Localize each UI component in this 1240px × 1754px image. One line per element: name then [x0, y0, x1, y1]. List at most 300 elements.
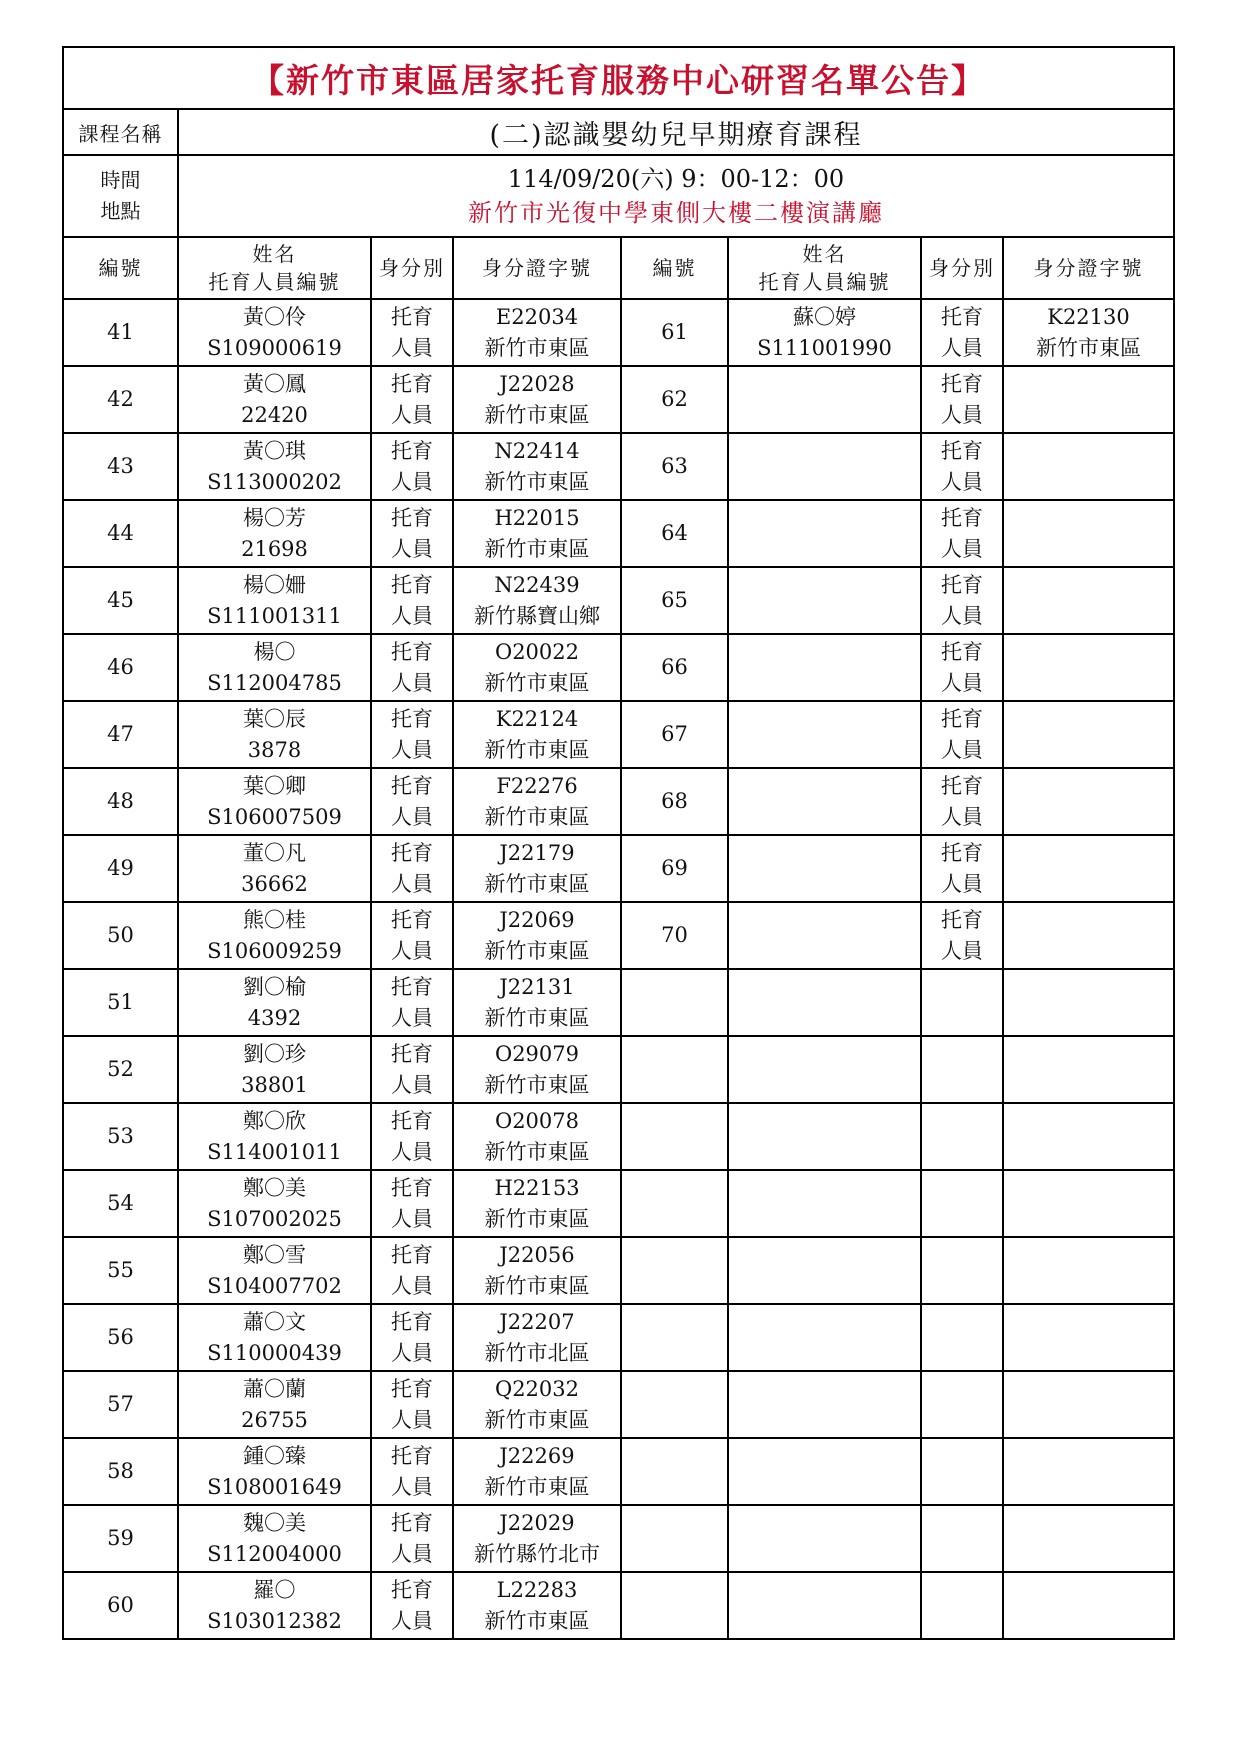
left-num	[63, 768, 178, 835]
left-name-line1: 蕭〇蘭	[243, 1376, 306, 1401]
left-role	[371, 1036, 453, 1103]
left-role	[371, 701, 453, 768]
header-id-right: 身分證字號	[1003, 237, 1174, 299]
right-empty	[921, 1438, 1003, 1505]
left-num-line1: 48	[107, 789, 134, 813]
left-name	[178, 299, 371, 366]
time-place-value	[178, 155, 1174, 237]
left-name-line2: S109000619	[207, 335, 342, 360]
table-row	[63, 634, 1174, 701]
right-empty	[921, 1304, 1003, 1371]
table-row	[63, 1036, 1174, 1103]
right-name	[728, 835, 921, 902]
left-num-line1: 52	[107, 1057, 134, 1081]
left-role-line1: 托育	[391, 639, 433, 664]
left-name	[178, 433, 371, 500]
left-role	[371, 433, 453, 500]
left-role	[371, 1438, 453, 1505]
right-role-line2: 人員	[941, 402, 983, 427]
right-num-line1: 66	[661, 655, 688, 679]
left-role-line2: 人員	[391, 670, 433, 695]
left-num	[63, 1371, 178, 1438]
left-id	[453, 969, 621, 1036]
left-name-line1: 熊〇桂	[243, 907, 306, 932]
right-empty	[621, 1572, 728, 1639]
right-empty	[728, 1304, 921, 1371]
left-name-line1: 鍾〇臻	[243, 1443, 306, 1468]
left-role-line1: 托育	[391, 840, 433, 865]
left-name	[178, 567, 371, 634]
left-role-line2: 人員	[391, 938, 433, 963]
left-name-line1: 楊〇	[253, 639, 296, 664]
left-id-line2: 新竹市東區	[484, 938, 590, 963]
right-role-line1: 托育	[941, 773, 983, 798]
left-name-line2: S113000202	[207, 469, 342, 494]
right-empty	[921, 1505, 1003, 1572]
right-empty	[728, 1237, 921, 1304]
left-role-line2: 人員	[391, 1407, 433, 1432]
right-empty	[621, 1505, 728, 1572]
right-num-line1: 62	[661, 387, 688, 411]
table-row	[63, 1103, 1174, 1170]
right-role-line2: 人員	[941, 871, 983, 896]
right-id	[1003, 768, 1174, 835]
left-name-line2: S104007702	[207, 1273, 342, 1298]
left-role-line2: 人員	[391, 402, 433, 427]
left-num	[63, 902, 178, 969]
left-role-line2: 人員	[391, 871, 433, 896]
left-num-line1: 41	[107, 320, 134, 344]
header-name	[178, 237, 371, 299]
left-name	[178, 969, 371, 1036]
left-id	[453, 902, 621, 969]
right-id-line2: 新竹市東區	[1036, 335, 1141, 360]
left-id-line2: 新竹市東區	[484, 804, 590, 829]
left-role-line1: 托育	[391, 706, 433, 731]
left-num	[63, 835, 178, 902]
left-role-line1: 托育	[391, 1376, 433, 1401]
left-id	[453, 1170, 621, 1237]
left-id-line2: 新竹市北區	[484, 1340, 590, 1365]
right-id	[1003, 835, 1174, 902]
table-row	[63, 299, 1174, 366]
right-empty	[921, 1103, 1003, 1170]
left-id	[453, 1237, 621, 1304]
right-id	[1003, 902, 1174, 969]
left-role	[371, 567, 453, 634]
right-empty	[1003, 1237, 1174, 1304]
left-num-line1: 59	[107, 1526, 134, 1550]
header-role-right: 身分別	[921, 237, 1003, 299]
left-role-line2: 人員	[391, 1005, 433, 1030]
left-name-line2: 26755	[241, 1407, 308, 1432]
time-label: 時間	[100, 168, 141, 192]
left-num-line1: 60	[107, 1593, 134, 1617]
left-role	[371, 1103, 453, 1170]
left-role-line2: 人員	[391, 1206, 433, 1231]
right-role	[921, 902, 1003, 969]
course-name-label: 課程名稱	[63, 109, 178, 155]
table-row	[63, 701, 1174, 768]
left-name-line2: S112004785	[207, 670, 342, 695]
left-name	[178, 701, 371, 768]
left-role-line1: 托育	[391, 1443, 433, 1468]
right-empty	[728, 1170, 921, 1237]
left-role-line2: 人員	[391, 804, 433, 829]
left-num-line1: 53	[107, 1124, 134, 1148]
left-id-line1: E22034	[495, 304, 579, 329]
right-num-line1: 64	[661, 521, 688, 545]
right-name	[728, 634, 921, 701]
left-id-line2: 新竹縣竹北市	[474, 1541, 600, 1566]
left-name-line2: S106009259	[207, 938, 342, 963]
right-empty	[621, 1103, 728, 1170]
right-role	[921, 567, 1003, 634]
left-num	[63, 299, 178, 366]
left-num	[63, 500, 178, 567]
left-role-line1: 托育	[391, 1577, 433, 1602]
left-num-line1: 47	[107, 722, 134, 746]
right-name	[728, 433, 921, 500]
left-id	[453, 1103, 621, 1170]
right-num-line1: 67	[661, 722, 688, 746]
right-role-line1: 托育	[941, 639, 983, 664]
left-role-line1: 托育	[391, 438, 433, 463]
left-name-line2: S114001011	[207, 1139, 342, 1164]
right-num	[621, 902, 728, 969]
right-num	[621, 500, 728, 567]
left-role-line1: 托育	[391, 1309, 433, 1334]
left-role-line2: 人員	[391, 335, 433, 360]
left-num-line1: 58	[107, 1459, 134, 1483]
left-num-line1: 44	[107, 521, 134, 545]
left-role-line1: 托育	[391, 371, 433, 396]
left-role-line1: 托育	[391, 907, 433, 932]
left-role-line1: 托育	[391, 1108, 433, 1133]
left-id	[453, 768, 621, 835]
left-role	[371, 299, 453, 366]
left-name-line2: 21698	[241, 536, 308, 561]
left-id	[453, 1505, 621, 1572]
right-role-line1: 托育	[941, 706, 983, 731]
left-id-line2: 新竹市東區	[484, 1474, 590, 1499]
right-role-line1: 托育	[941, 840, 983, 865]
left-num	[63, 366, 178, 433]
left-name	[178, 1438, 371, 1505]
left-id	[453, 835, 621, 902]
right-empty	[1003, 1170, 1174, 1237]
right-empty	[921, 1237, 1003, 1304]
left-role-line2: 人員	[391, 469, 433, 494]
left-name	[178, 634, 371, 701]
left-id-line1: J22029	[499, 1510, 575, 1535]
right-role	[921, 366, 1003, 433]
left-role-line2: 人員	[391, 1541, 433, 1566]
right-empty	[1003, 1572, 1174, 1639]
left-name-line1: 羅〇	[253, 1577, 296, 1602]
left-id-line2: 新竹市東區	[484, 1407, 590, 1432]
left-id-line1: O20078	[494, 1108, 580, 1133]
left-id-line2: 新竹市東區	[484, 1206, 590, 1231]
left-role	[371, 902, 453, 969]
right-role-line2: 人員	[941, 670, 983, 695]
right-empty	[728, 969, 921, 1036]
left-num	[63, 969, 178, 1036]
left-name	[178, 1237, 371, 1304]
left-id	[453, 1438, 621, 1505]
left-role-line1: 托育	[391, 1510, 433, 1535]
right-role-line1: 托育	[941, 304, 983, 329]
right-empty	[1003, 1505, 1174, 1572]
left-num-line1: 46	[107, 655, 134, 679]
left-num	[63, 1438, 178, 1505]
right-num	[621, 634, 728, 701]
left-id	[453, 567, 621, 634]
left-id	[453, 366, 621, 433]
left-role-line2: 人員	[391, 737, 433, 762]
right-empty	[921, 1170, 1003, 1237]
right-role	[921, 500, 1003, 567]
left-role-line2: 人員	[391, 1608, 433, 1633]
right-empty	[1003, 969, 1174, 1036]
left-num	[63, 1170, 178, 1237]
left-name-line1: 葉〇卿	[243, 773, 306, 798]
right-name	[728, 768, 921, 835]
left-id-line1: J22131	[499, 974, 575, 999]
right-empty	[921, 969, 1003, 1036]
left-id-line2: 新竹市東區	[484, 1608, 590, 1633]
left-name-line2: S110000439	[207, 1340, 342, 1365]
left-name-line1: 鄭〇欣	[243, 1108, 306, 1133]
left-id-line1: J22056	[499, 1242, 575, 1267]
right-empty	[728, 1572, 921, 1639]
header-name-line2: 托育人員編號	[758, 270, 891, 294]
right-role-line2: 人員	[941, 335, 983, 360]
left-name	[178, 1170, 371, 1237]
left-num	[63, 567, 178, 634]
right-empty	[728, 1438, 921, 1505]
left-num	[63, 1572, 178, 1639]
left-role-line1: 托育	[391, 1242, 433, 1267]
right-empty	[621, 1036, 728, 1103]
right-num	[621, 567, 728, 634]
left-id-line2: 新竹市東區	[484, 335, 590, 360]
right-empty	[621, 1371, 728, 1438]
left-num-line1: 57	[107, 1392, 134, 1416]
table-row	[63, 1371, 1174, 1438]
right-empty	[1003, 1438, 1174, 1505]
left-num-line1: 43	[107, 454, 134, 478]
column-header-row	[63, 237, 1174, 299]
left-name-line1: 黃〇鳳	[243, 371, 306, 396]
left-id-line1: J22179	[499, 840, 575, 865]
left-role	[371, 1572, 453, 1639]
left-num	[63, 1237, 178, 1304]
left-name	[178, 1572, 371, 1639]
left-name-line2: S103012382	[207, 1608, 342, 1633]
left-id-line1: H22153	[494, 1175, 580, 1200]
left-id-line1: H22015	[494, 505, 580, 530]
left-name	[178, 500, 371, 567]
right-name	[728, 366, 921, 433]
right-name	[728, 567, 921, 634]
right-role-line1: 托育	[941, 371, 983, 396]
left-num-line1: 49	[107, 856, 134, 880]
left-role-line2: 人員	[391, 1340, 433, 1365]
left-role-line1: 托育	[391, 1041, 433, 1066]
right-role-line1: 托育	[941, 505, 983, 530]
right-name	[728, 902, 921, 969]
left-id	[453, 500, 621, 567]
left-id-line1: O20022	[494, 639, 580, 664]
left-id-line1: L22283	[496, 1577, 578, 1602]
left-name-line2: S111001311	[207, 603, 342, 628]
left-name-line2: 4392	[247, 1005, 302, 1030]
right-num	[621, 701, 728, 768]
header-num-right: 編號	[621, 237, 728, 299]
left-role-line2: 人員	[391, 1072, 433, 1097]
course-name: (二)認識嬰幼兒早期療育課程	[178, 109, 1174, 155]
left-id-line2: 新竹市東區	[484, 1139, 590, 1164]
right-id	[1003, 433, 1174, 500]
right-role	[921, 634, 1003, 701]
left-role	[371, 969, 453, 1036]
right-id	[1003, 299, 1174, 366]
right-role-line2: 人員	[941, 737, 983, 762]
table-row	[63, 500, 1174, 567]
right-empty	[621, 1304, 728, 1371]
right-role	[921, 299, 1003, 366]
left-name	[178, 768, 371, 835]
right-empty	[728, 1371, 921, 1438]
right-empty	[921, 1371, 1003, 1438]
table-row	[63, 1170, 1174, 1237]
left-role	[371, 1371, 453, 1438]
right-role-line1: 托育	[941, 572, 983, 597]
roster-table	[62, 46, 1175, 1640]
header-num: 編號	[63, 237, 178, 299]
left-num-line1: 55	[107, 1258, 134, 1282]
time-place-label	[63, 155, 178, 237]
table-row	[63, 1304, 1174, 1371]
left-num-line1: 45	[107, 588, 134, 612]
left-role-line2: 人員	[391, 1273, 433, 1298]
table-row	[63, 969, 1174, 1036]
right-name	[728, 701, 921, 768]
table-row	[63, 1572, 1174, 1639]
left-name	[178, 366, 371, 433]
left-id-line2: 新竹縣寶山鄉	[474, 603, 600, 628]
left-name-line2: S107002025	[207, 1206, 342, 1231]
left-name-line1: 楊〇姍	[243, 572, 306, 597]
left-id	[453, 433, 621, 500]
right-num-line1: 68	[661, 789, 688, 813]
right-id	[1003, 701, 1174, 768]
right-empty	[728, 1505, 921, 1572]
header-name-line1: 姓名	[802, 242, 847, 266]
right-empty	[921, 1036, 1003, 1103]
left-name-line1: 楊〇芳	[243, 505, 306, 530]
left-role-line1: 托育	[391, 572, 433, 597]
left-id-line1: K22124	[495, 706, 579, 731]
left-name-line2: S112004000	[207, 1541, 342, 1566]
right-empty	[728, 1036, 921, 1103]
left-name-line1: 董〇凡	[243, 840, 306, 865]
course-datetime: 114/09/20(六) 9：00-12：00	[507, 165, 845, 193]
left-name-line1: 葉〇辰	[243, 706, 306, 731]
left-id-line2: 新竹市東區	[484, 469, 590, 494]
left-role	[371, 1170, 453, 1237]
right-num	[621, 299, 728, 366]
right-role	[921, 768, 1003, 835]
table-row	[63, 1438, 1174, 1505]
left-id	[453, 1371, 621, 1438]
left-name	[178, 835, 371, 902]
right-name	[728, 500, 921, 567]
left-id-line1: F22276	[496, 773, 578, 798]
left-num	[63, 433, 178, 500]
right-num-line1: 70	[661, 923, 688, 947]
left-id-line1: Q22032	[494, 1376, 580, 1401]
roster-body	[63, 299, 1174, 1639]
left-name	[178, 902, 371, 969]
left-name-line2: 3878	[247, 737, 302, 762]
left-role-line2: 人員	[391, 536, 433, 561]
right-role-line2: 人員	[941, 603, 983, 628]
right-name	[728, 299, 921, 366]
left-id	[453, 1572, 621, 1639]
left-role	[371, 1505, 453, 1572]
left-name-line1: 魏〇美	[243, 1510, 306, 1535]
left-id	[453, 299, 621, 366]
left-id-line2: 新竹市東區	[484, 737, 590, 762]
table-row	[63, 1237, 1174, 1304]
left-name-line2: 38801	[241, 1072, 308, 1097]
left-role-line2: 人員	[391, 1474, 433, 1499]
right-name-line2: S111001990	[757, 335, 892, 360]
left-id	[453, 1304, 621, 1371]
left-name-line2: 36662	[241, 871, 308, 896]
right-num	[621, 835, 728, 902]
table-row	[63, 567, 1174, 634]
left-num	[63, 1304, 178, 1371]
left-name	[178, 1304, 371, 1371]
left-role	[371, 1304, 453, 1371]
left-name-line1: 鄭〇雪	[243, 1242, 306, 1267]
right-role	[921, 701, 1003, 768]
left-role-line2: 人員	[391, 1139, 433, 1164]
left-name-line1: 黃〇伶	[243, 304, 306, 329]
left-role	[371, 634, 453, 701]
right-name-line1: 蘇〇婷	[793, 304, 856, 329]
right-empty	[621, 1170, 728, 1237]
right-empty	[621, 1438, 728, 1505]
table-row	[63, 366, 1174, 433]
right-id	[1003, 366, 1174, 433]
right-role	[921, 835, 1003, 902]
left-num	[63, 1505, 178, 1572]
left-num	[63, 634, 178, 701]
right-id	[1003, 500, 1174, 567]
right-empty	[1003, 1103, 1174, 1170]
header-id: 身分證字號	[453, 237, 621, 299]
place-label: 地點	[100, 199, 141, 223]
right-num-line1: 69	[661, 856, 688, 880]
left-name-line1: 鄭〇美	[243, 1175, 306, 1200]
table-row	[63, 768, 1174, 835]
left-id-line2: 新竹市東區	[484, 670, 590, 695]
left-id-line1: N22439	[494, 572, 580, 597]
